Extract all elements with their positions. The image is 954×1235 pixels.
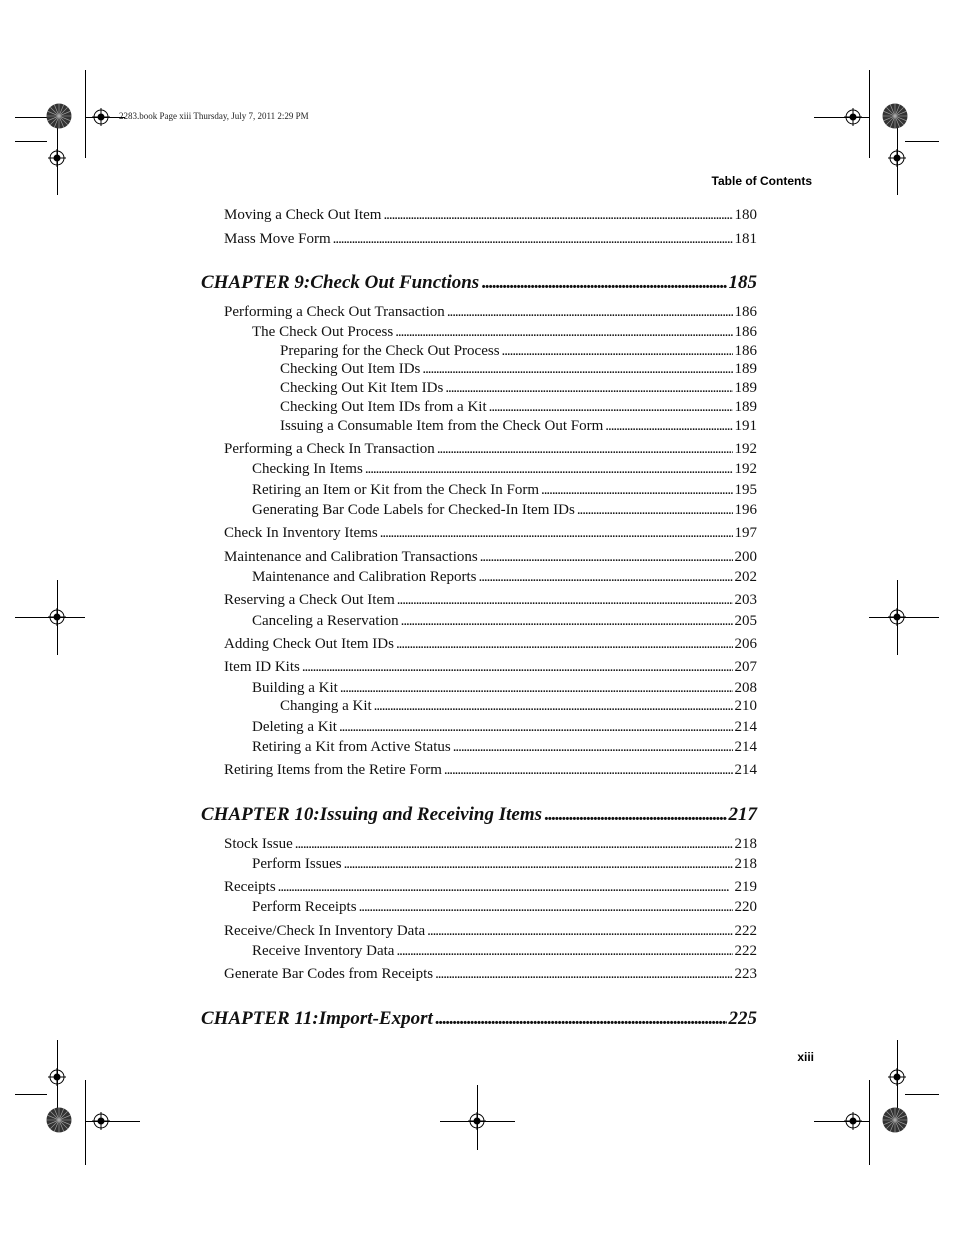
leader-dots [380, 524, 733, 542]
toc-entry[interactable]: Retiring a Kit from Active Status . . . 214 [252, 738, 757, 756]
chapter-heading[interactable]: CHAPTER 9: Check Out Functions . . . 185 [201, 272, 757, 294]
registration-target-icon [888, 608, 906, 626]
star-target-icon [882, 1107, 908, 1133]
toc-entry[interactable]: Canceling a Reservation . . . 205 [252, 612, 757, 630]
leader-dots [447, 303, 733, 321]
leader-dots [489, 398, 733, 416]
leader-dots [396, 635, 733, 653]
leader-dots [365, 460, 733, 478]
leader-dots [453, 738, 733, 756]
leader-dots [605, 417, 732, 435]
toc-entry[interactable]: Moving a Check Out Item . . . 180 [224, 206, 757, 224]
leader-dots [302, 658, 733, 676]
leader-dots [479, 568, 733, 586]
leader-dots [435, 1008, 727, 1030]
registration-target-icon [48, 608, 66, 626]
toc-entry[interactable]: Adding Check Out Item IDs . . . 206 [224, 635, 757, 653]
toc-entry[interactable]: The Check Out Process . . . 186 [252, 323, 757, 341]
toc-entry[interactable]: Mass Move Form . . . 181 [224, 230, 757, 248]
toc-entry[interactable]: Checking Out Item IDs . . . 189 [280, 360, 757, 378]
toc-entry[interactable]: Checking Out Item IDs from a Kit . . . 189 [280, 398, 757, 416]
toc-entry[interactable]: Stock Issue . . . 218 [224, 835, 757, 853]
leader-dots [427, 922, 732, 940]
toc-entry[interactable]: Check In Inventory Items . . . 197 [224, 524, 757, 542]
registration-target-icon [888, 149, 906, 167]
toc-entry[interactable]: Issuing a Consumable Item from the Check Out Form . . . 191 [280, 417, 757, 435]
toc-entry[interactable]: Performing a Check In Transaction . . . 192 [224, 440, 757, 458]
toc-entry[interactable]: Receive Inventory Data . . . 222 [252, 942, 757, 960]
leader-dots [344, 855, 733, 873]
leader-dots [480, 548, 733, 566]
leader-dots [374, 697, 733, 715]
leader-dots [339, 718, 733, 736]
leader-dots [295, 835, 733, 853]
chapter-heading[interactable]: CHAPTER 11: Import-Export . . . 225 [201, 1008, 757, 1030]
leader-dots [445, 379, 732, 397]
leader-dots [333, 230, 733, 248]
toc-entry[interactable]: Receipts . . . 219 [224, 878, 757, 896]
registration-target-icon [48, 149, 66, 167]
leader-dots [422, 360, 732, 378]
toc-entry[interactable]: Retiring an Item or Kit from the Check In Form . . . 195 [252, 481, 757, 499]
page-number: xiii [797, 1050, 814, 1064]
toc-entry[interactable]: Reserving a Check Out Item . . . 203 [224, 591, 757, 609]
leader-dots [577, 501, 733, 519]
leader-dots [359, 898, 733, 916]
toc-entry[interactable]: Performing a Check Out Transaction . . . 186 [224, 303, 757, 321]
star-target-icon [46, 103, 72, 129]
registration-target-icon [92, 108, 110, 126]
toc-entry[interactable]: Deleting a Kit . . . 214 [252, 718, 757, 736]
toc-entry[interactable]: Building a Kit . . . 208 [252, 679, 757, 697]
toc-entry[interactable]: Checking In Items . . . 192 [252, 460, 757, 478]
leader-dots [383, 206, 732, 224]
leader-dots [437, 440, 733, 458]
toc-entry[interactable]: Perform Receipts . . . 220 [252, 898, 757, 916]
toc-entry[interactable]: Preparing for the Check Out Process . . . 186 [280, 342, 757, 360]
registration-target-icon [48, 1068, 66, 1086]
toc-entry[interactable]: Generating Bar Code Labels for Checked-In Item IDs . . . 196 [252, 501, 757, 519]
star-target-icon [882, 103, 908, 129]
registration-target-icon [468, 1112, 486, 1130]
toc-entry[interactable]: Generate Bar Codes from Receipts . . . 223 [224, 965, 757, 983]
registration-target-icon [888, 1068, 906, 1086]
leader-dots [544, 804, 727, 826]
leader-dots [340, 679, 733, 697]
leader-dots [541, 481, 732, 499]
leader-dots [397, 591, 733, 609]
toc-entry[interactable]: Item ID Kits . . . 207 [224, 658, 757, 676]
toc-entry[interactable]: Receive/Check In Inventory Data . . . 222 [224, 922, 757, 940]
toc-entry[interactable]: Checking Out Kit Item IDs . . . 189 [280, 379, 757, 397]
leader-dots [396, 942, 732, 960]
star-target-icon [46, 1107, 72, 1133]
leader-dots [401, 612, 733, 630]
chapter-heading[interactable]: CHAPTER 10: Issuing and Receiving Items . . . 217 [201, 804, 757, 826]
leader-dots [502, 342, 733, 360]
leader-dots [444, 761, 733, 779]
leader-dots [278, 878, 733, 896]
registration-target-icon [844, 108, 862, 126]
toc-entry[interactable]: Retiring Items from the Retire Form . . . 214 [224, 761, 757, 779]
leader-dots [395, 323, 732, 341]
leader-dots [481, 272, 726, 294]
leader-dots [435, 965, 732, 983]
registration-target-icon [92, 1112, 110, 1130]
print-slug: 2283.book Page xiii Thursday, July 7, 2011 2:29 PM [119, 111, 309, 121]
toc-entry[interactable]: Maintenance and Calibration Transactions . . . 200 [224, 548, 757, 566]
registration-target-icon [844, 1112, 862, 1130]
toc-entry[interactable]: Perform Issues . . . 218 [252, 855, 757, 873]
toc-entry[interactable]: Maintenance and Calibration Reports . . . 202 [252, 568, 757, 586]
toc-entry[interactable]: Changing a Kit . . . 210 [280, 697, 757, 715]
running-head: Table of Contents [711, 174, 812, 188]
